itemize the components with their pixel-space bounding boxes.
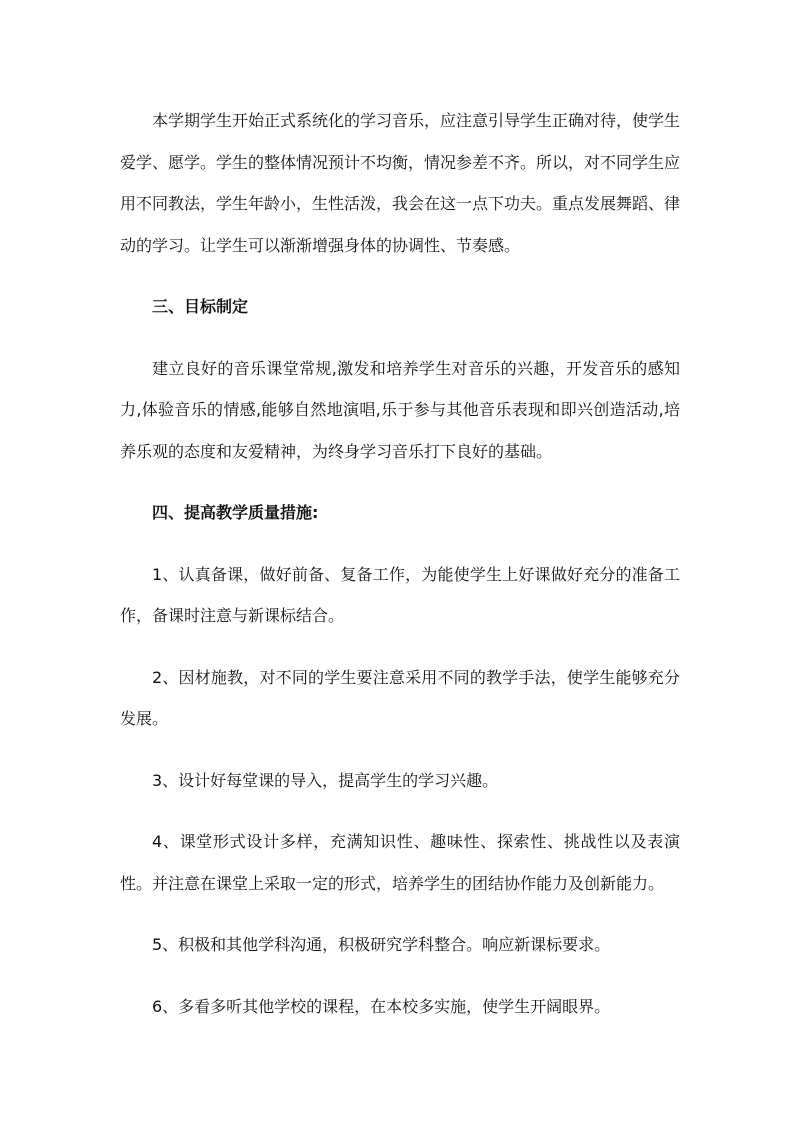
- measure-item-2: 2、因材施教，对不同的学生要注意采用不同的教学手法，使学生能够充分发展。: [120, 667, 680, 728]
- spacer: [120, 801, 680, 821]
- spacer: [120, 328, 680, 348]
- spacer: [120, 472, 680, 492]
- spacer: [120, 740, 680, 760]
- measure-item-3: 3、设计好每堂课的导入，提高学生的学习兴趣。: [152, 770, 499, 790]
- spacer: [120, 637, 680, 657]
- section-4-heading: 四、提高教学质量措施:: [152, 503, 319, 522]
- section-3-heading: 三、目标制定: [152, 297, 249, 316]
- spacer: [120, 966, 680, 986]
- intro-paragraph: 本学期学生开始正式系统化的学习音乐，应注意引导学生正确对待，使学生爱学、愿学。学生的整体情况预计不均衡，情况参差不齐。所以，对不同学生应用不同教法，学生年龄小，生性活泼，我会在这一点下功夫。重点发展舞蹈、律动的学习。让学生可以渐渐增强身体的协调性、节奏感。: [120, 111, 681, 255]
- document-body: [120, 100, 680, 1027]
- measure-item-5: 5、积极和其他学科沟通，积极研究学科整合。响应新课标要求。: [152, 935, 611, 954]
- spacer: [120, 904, 680, 924]
- spacer: [120, 534, 680, 554]
- measure-item-4: 4、课堂形式设计多样，充满知识性、趣味性、探索性、挑战性以及表演性。并注意在课堂上采取一定的形式，培养学生的团结协作能力及创新能力。: [120, 832, 680, 893]
- section-3-paragraph: 建立良好的音乐课堂常规,激发和培养学生对音乐的兴趣，开发音乐的感知力,体验音乐的情感,能够自然地演唱,乐于参与其他音乐表现和即兴创造活动,培养乐观的态度和友爱精神，为终身学习音乐打下良好的基础。: [120, 358, 680, 461]
- spacer: [120, 266, 680, 286]
- measure-item-6: 6、多看多听其他学校的课程，在本校多实施，使学生开阔眼界。: [152, 996, 611, 1016]
- measure-item-1: 1、认真备课，做好前备、复备工作，为能使学生上好课做好充分的准备工作，备课时注意与新课标结合。: [120, 564, 680, 625]
